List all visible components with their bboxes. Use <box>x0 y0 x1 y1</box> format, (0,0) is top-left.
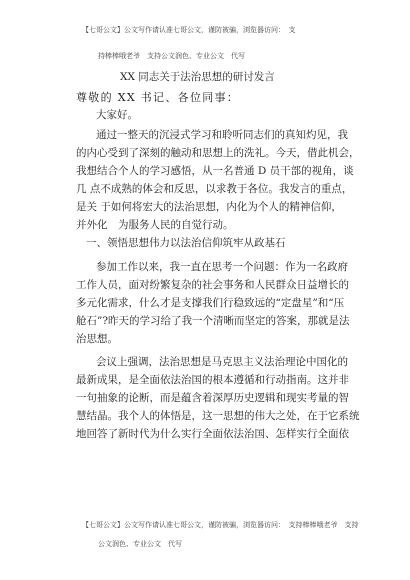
header-watermark-line-2: 持棒棒哦老爷 支持公文润色、专业公文 代写 <box>98 52 245 60</box>
body-line: 最新成果，是全面依法治国的根本遵循和行动指南。这并非 <box>76 374 349 386</box>
body-line: 会议上强调，法治思想是马克思主义法治理论中国化的 <box>96 356 348 368</box>
body-line: 慧结晶。我个人的体悟是，这一思想的伟大之处，在于它系统 <box>76 410 360 422</box>
body-line: 的内心受到了深刻的触动和思想上的洗礼。今天，借此机会， <box>76 147 360 159</box>
body-line: 一句抽象的论断，而是蕴含着深厚历史逻辑和现实考量的智 <box>76 392 349 404</box>
body-line: 是关 于如何将宏大的法治思想，内化为个人的精神信仰， <box>76 201 342 213</box>
document-title: XX 同志关于法治思想的研讨发言 <box>120 71 275 83</box>
section-heading: 一、领悟思想伟力以法治信仰筑牢从政基石 <box>86 237 286 249</box>
body-line: 大家好。 <box>96 109 138 121</box>
body-line: 并外化 为服务人民的自觉行动。 <box>76 219 234 231</box>
body-line: 通过一整天的沉浸式学习和聆听同志们的真知灼见，我 <box>96 129 348 141</box>
body-line: 多元化需求，什么才是支撑我们行稳致远的“定盘星”和“压 <box>76 297 345 309</box>
salutation: 尊敬的 XX 书记、各位同事： <box>76 91 240 104</box>
body-line: 治思想。 <box>76 333 118 345</box>
header-watermark-line-1: 【七哥公文】公文写作请认准七哥公文，谨防被骗，浏览器访问： 支 <box>82 26 296 34</box>
footer-watermark-line-2: 公文润色、专业公文 代写 <box>98 540 182 548</box>
body-line: 我想结合个人的学习感悟，从一名普通 D 员干部的视角，谈 <box>76 165 354 177</box>
body-line: 参加工作以来，我一直在思考一个问题：作为一名政府 <box>96 261 348 273</box>
body-line: 工作人员，面对纷繁复杂的社会事务和人民群众日益增长的 <box>76 279 349 291</box>
body-line: 几 点不成熟的体会和反思，以求教于各位。我发言的重点， <box>76 183 353 195</box>
body-line: 地回答了新时代为什么实行全面依法治国、怎样实行全面依 <box>76 428 349 440</box>
footer-watermark-line-1: 【七哥公文】公文写作请认准七哥公文，谨防被骗，浏览器访问： 支持棒棒哦老爷 支持 <box>82 521 359 529</box>
body-line: 舱石”?昨天的学习给了我一个清晰而坚定的答案，那就是法 <box>76 315 350 327</box>
